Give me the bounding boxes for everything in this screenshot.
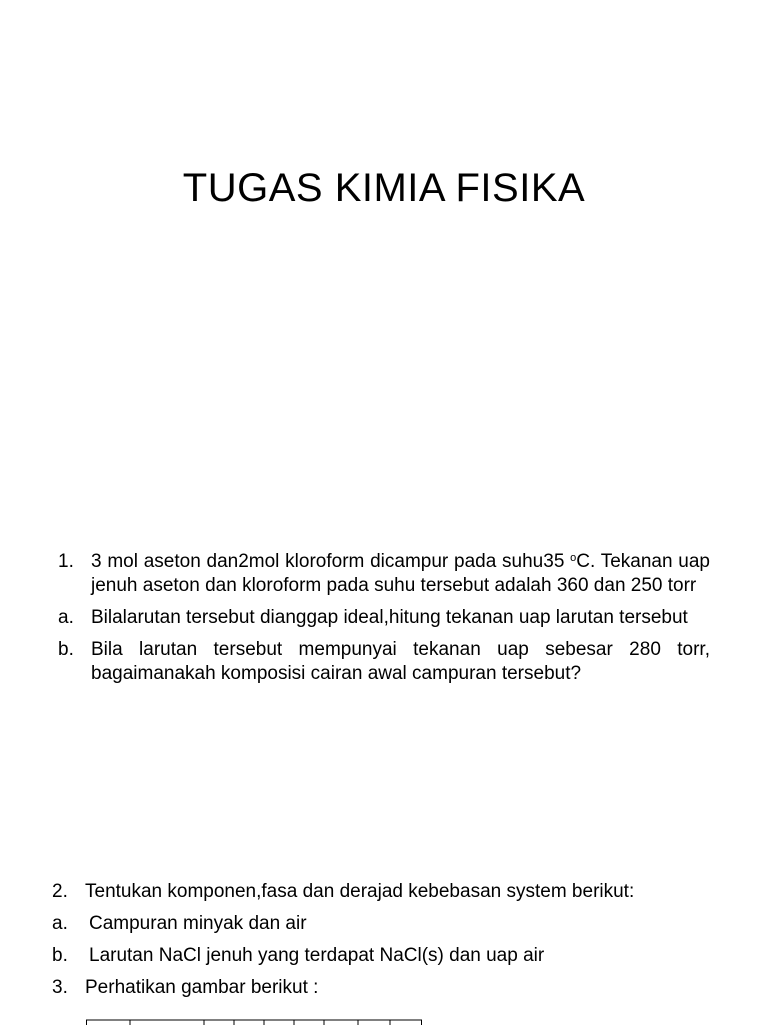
question-3-stem [52, 976, 732, 1008]
question-2-3-block [52, 880, 732, 1008]
question-number: 1. [58, 551, 74, 572]
part-text: Bilalarutan tersebut dianggap ideal,hitung tekanan uap larutan tersebut [91, 607, 688, 628]
part-marker: b. [52, 945, 68, 966]
question-text: Perhatikan gambar berikut : [85, 977, 319, 998]
question-text: 3 mol aseton dan2mol kloroform dicampur pada suhu35 [91, 551, 571, 572]
part-text: Campuran minyak dan air [89, 913, 307, 934]
table-grid-fragment [86, 1019, 426, 1025]
page-title: TUGAS KIMIA FISIKA [182, 166, 586, 210]
question-1-part-a [58, 606, 710, 630]
question-2-part-a [52, 912, 732, 944]
question-number: 3. [52, 977, 68, 998]
part-marker: a. [52, 913, 68, 934]
question-number: 2. [52, 881, 68, 902]
question-1-stem [58, 550, 710, 598]
question-text: Tentukan komponen,fasa dan derajad kebebasan system berikut: [85, 881, 635, 902]
question-1 [58, 550, 710, 694]
question-1-part-b [58, 638, 710, 686]
part-marker: b. [58, 639, 74, 660]
part-text: Bila larutan tersebut mempunyai tekanan uap sebesar 280 torr, bagaimanakah komposisi cairan awal campuran tersebut? [91, 639, 710, 684]
figure-table-top-edge [86, 1019, 426, 1025]
part-marker: a. [58, 607, 74, 628]
question-text-continued: C. Tekanan uap jenuh aseton dan kloroform pada suhu tersebut adalah 360 dan 250 torr [91, 551, 710, 596]
question-2-part-b [52, 944, 732, 976]
degree-superscript: o [570, 552, 577, 564]
part-text: Larutan NaCl jenuh yang terdapat NaCl(s) dan uap air [89, 945, 545, 966]
question-2-stem [52, 880, 732, 912]
